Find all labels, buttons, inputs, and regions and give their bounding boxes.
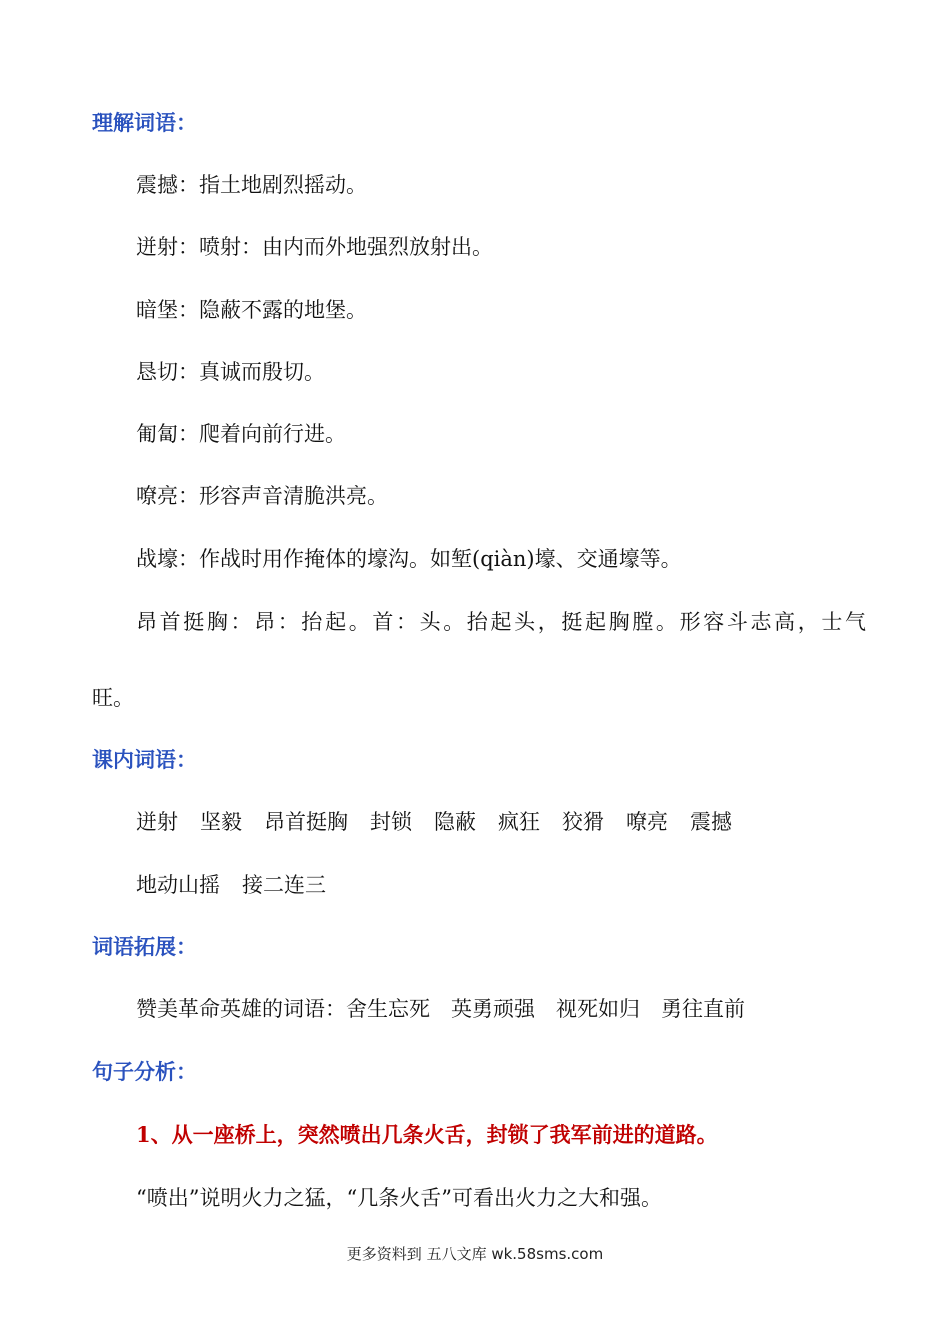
word-item: 震撼 bbox=[690, 810, 732, 834]
word-item: 隐蔽 bbox=[434, 810, 476, 834]
definition-line: 震撼：指土地剧烈摇动。 bbox=[136, 173, 367, 197]
definition-line: 战壕：作战时用作掩体的壕沟。如堑(qiàn)壕、交通壕等。 bbox=[136, 547, 682, 571]
heading-sentence-analysis: 句子分析： bbox=[92, 1059, 197, 1084]
definition-line: 暗堡：隐蔽不露的地堡。 bbox=[136, 298, 367, 322]
lesson-words-row-2 bbox=[136, 870, 326, 900]
analysis-explanation: “喷出”说明火力之猛，“几条火舌”可看出火力之大和强。 bbox=[136, 1186, 662, 1210]
footer-source: 更多资料到 五八文库 wk.58sms.com bbox=[346, 1245, 604, 1263]
definition-line: 恳切：真诚而殷切。 bbox=[136, 360, 325, 384]
word-item: 昂首挺胸 bbox=[264, 810, 348, 834]
definition-line-continued: 旺。 bbox=[92, 686, 134, 710]
heading-word-extension: 词语拓展： bbox=[92, 934, 197, 959]
lesson-words-row-1 bbox=[136, 807, 732, 837]
definition-line: 嘹亮：形容声音清脆洪亮。 bbox=[136, 484, 388, 508]
word-item: 嘹亮 bbox=[626, 810, 668, 834]
word-item: 坚毅 bbox=[200, 810, 242, 834]
extension-line: 赞美革命英雄的词语：舍生忘死 英勇顽强 视死如归 勇往直前 bbox=[136, 997, 745, 1021]
definition-line: 匍匐：爬着向前行进。 bbox=[136, 422, 346, 446]
word-item: 疯狂 bbox=[498, 810, 540, 834]
heading-understand-words: 理解词语： bbox=[92, 110, 197, 135]
word-item: 接二连三 bbox=[242, 873, 326, 897]
word-item: 狡猾 bbox=[562, 810, 604, 834]
definition-line: 迸射：喷射：由内而外地强烈放射出。 bbox=[136, 235, 493, 259]
word-item: 地动山摇 bbox=[136, 873, 220, 897]
heading-lesson-words: 课内词语： bbox=[92, 747, 197, 772]
analysis-sentence: 1、从一座桥上，突然喷出几条火舌，封锁了我军前进的道路。 bbox=[136, 1122, 718, 1147]
definition-line: 昂首挺胸：昂：抬起。首：头。抬起头，挺起胸膛。形容斗志高，士气 bbox=[136, 610, 866, 634]
word-item: 封锁 bbox=[370, 810, 412, 834]
word-item: 迸射 bbox=[136, 810, 178, 834]
